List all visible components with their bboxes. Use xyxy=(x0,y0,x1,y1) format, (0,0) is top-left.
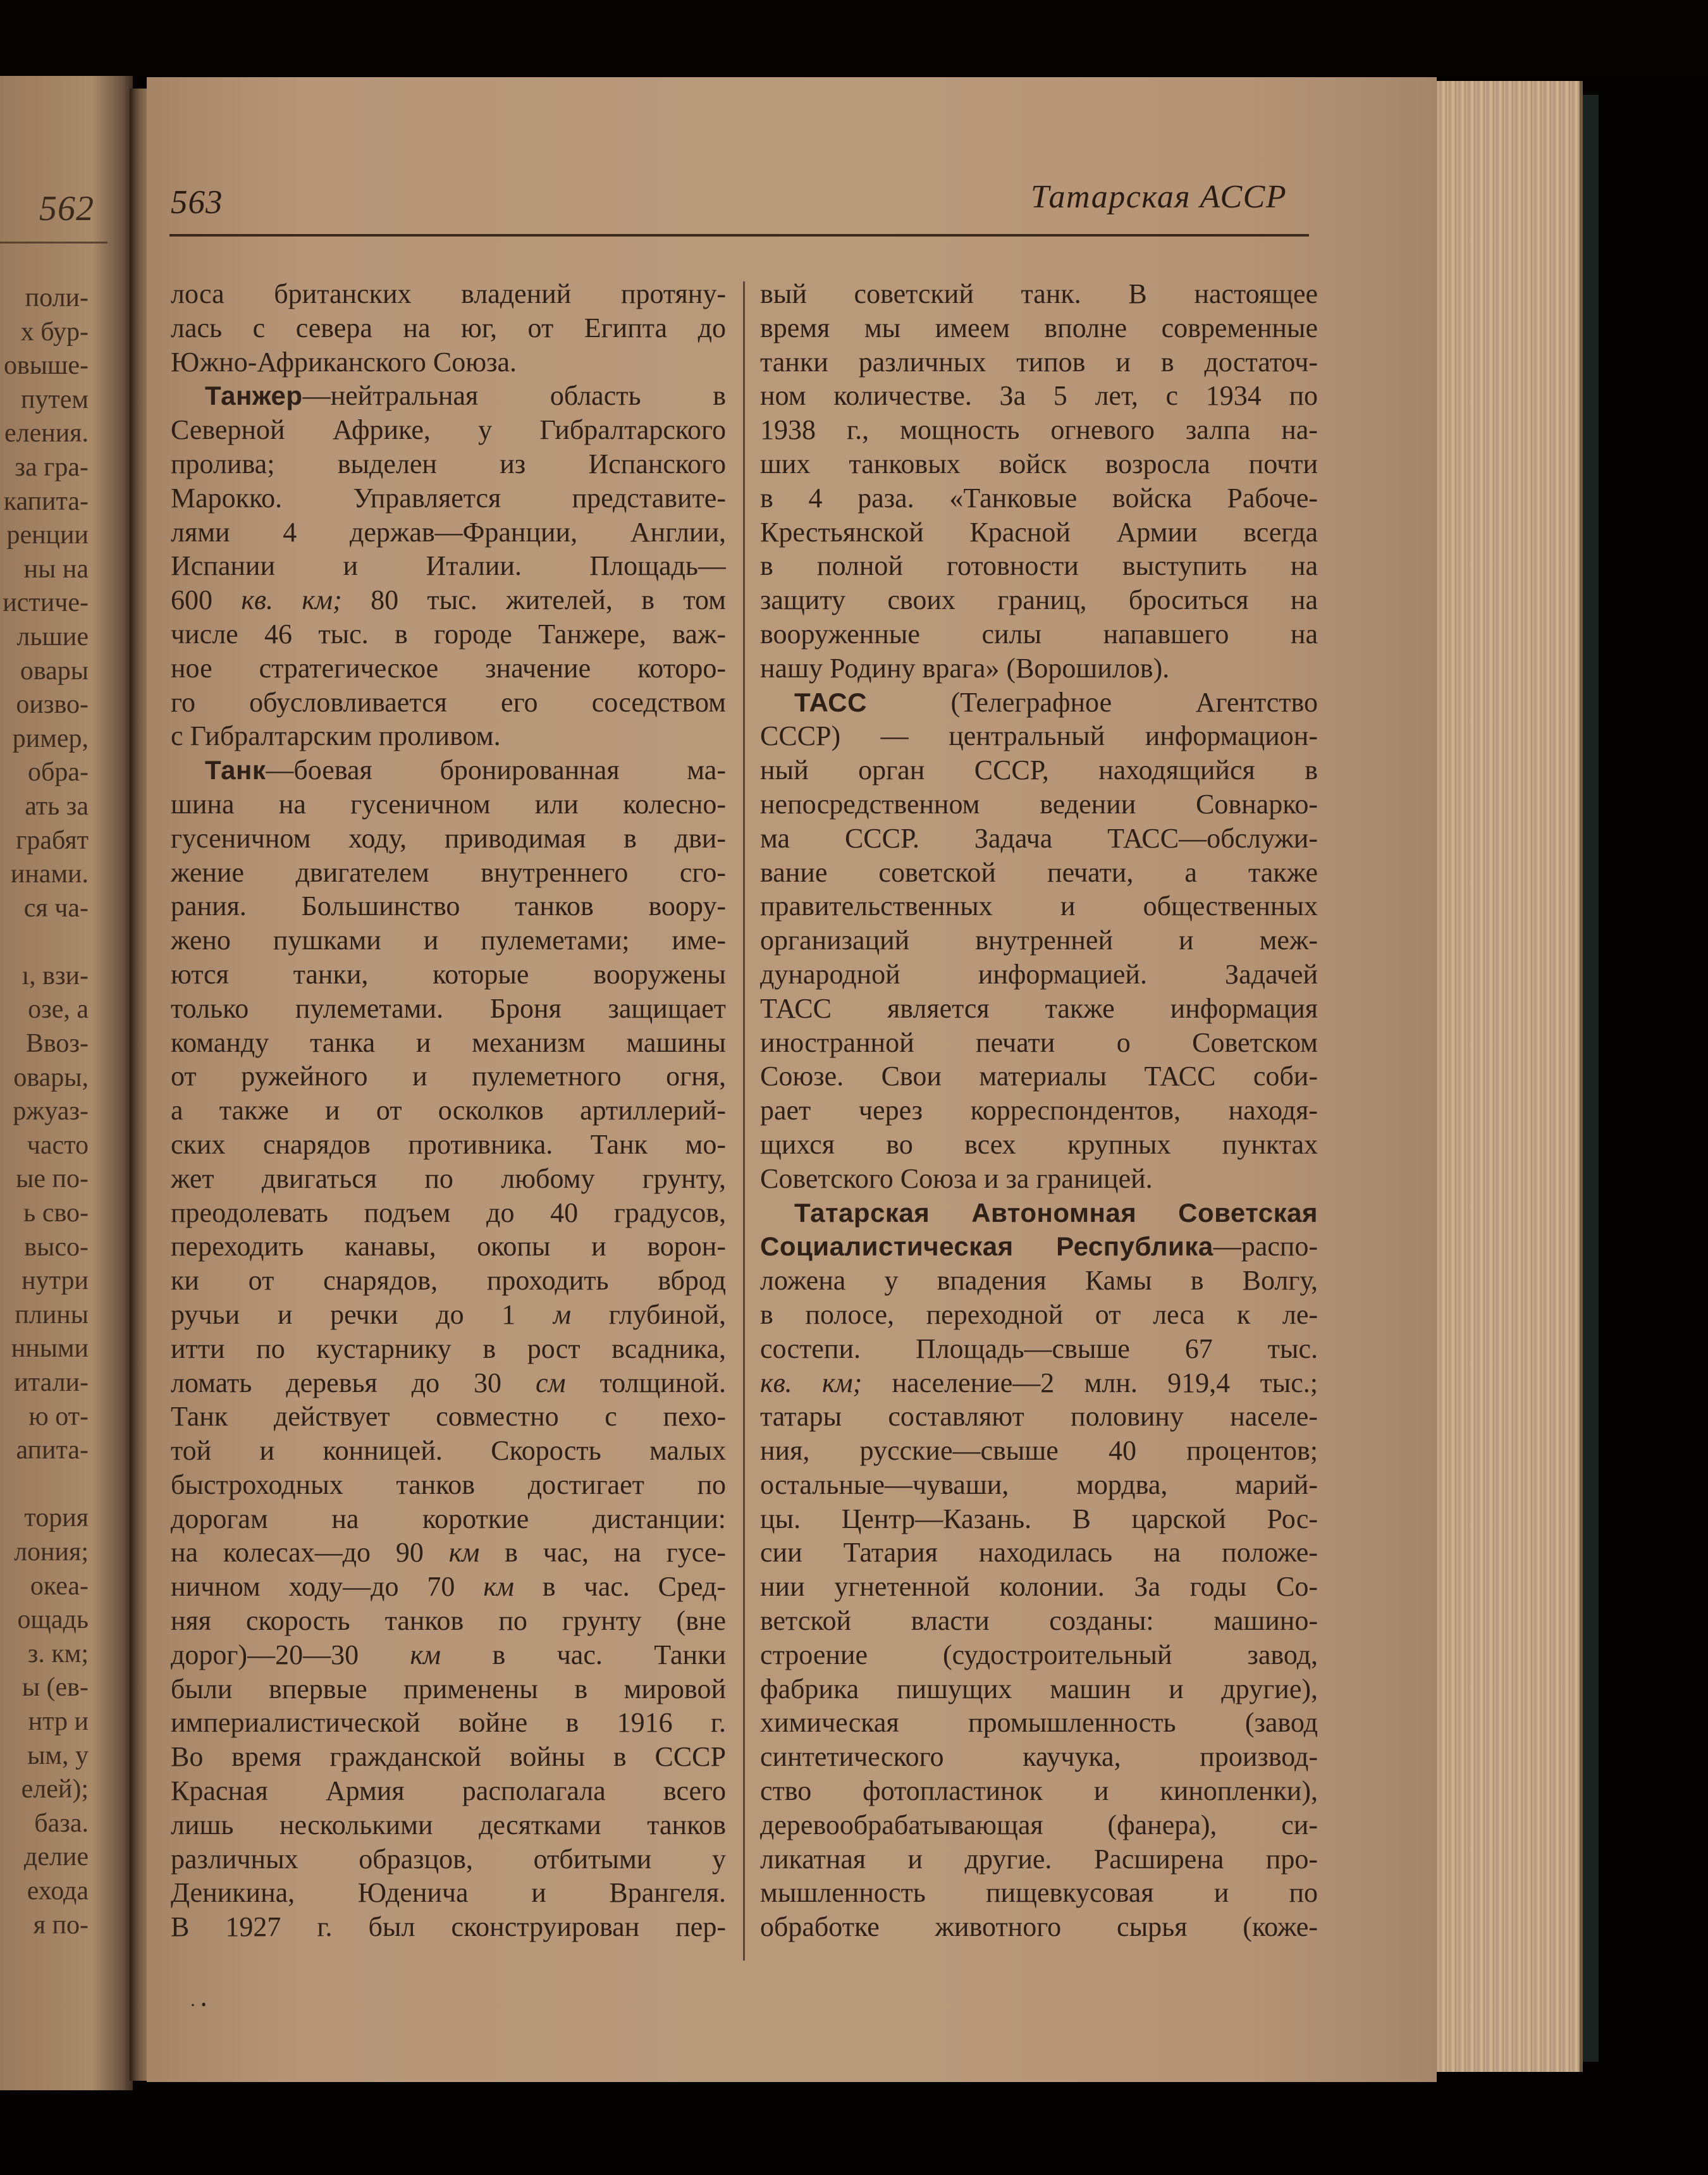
left-page-number: 562 xyxy=(39,189,94,228)
left-page-fragment: ренции xyxy=(6,521,89,550)
text-line: ломать деревья до 30 см толщиной. xyxy=(171,1367,726,1398)
entry-heading: Танжер xyxy=(205,381,303,411)
left-page-fragment: плины xyxy=(15,1300,89,1329)
text-line: в полной готовности выступить на xyxy=(760,550,1318,582)
text-line: с Гибралтарским проливом. xyxy=(171,720,501,752)
text-line: быстроходных танков достигает по xyxy=(171,1469,726,1500)
text-line: 1938 г., мощность огневого залпа на- xyxy=(760,414,1318,446)
text-line: лоса британских владений протяну- xyxy=(171,278,726,309)
text-line: цы. Центр—Казань. В царской Рос- xyxy=(760,1503,1318,1534)
text-line: кв. км; население—2 млн. 919,4 тыс.; xyxy=(760,1367,1318,1398)
text-line: рает через корреспондентов, находя- xyxy=(760,1095,1318,1126)
left-page-fragment: высо- xyxy=(24,1232,89,1262)
left-page-fragment: ь сво- xyxy=(23,1198,89,1228)
left-page-fragment: елей); xyxy=(21,1775,89,1804)
text-line: организаций внутренней и меж- xyxy=(760,925,1318,956)
text-line: той и конницей. Скорость малых xyxy=(171,1435,726,1467)
text-line: защиту своих границ, броситься на xyxy=(760,584,1318,616)
left-page-fragment: тория xyxy=(24,1503,89,1533)
text-line: на колесах—до 90 км в час, на гусе- xyxy=(171,1537,726,1568)
left-page-fragment: х бур- xyxy=(20,317,89,347)
left-page-fragment: ример, xyxy=(12,724,89,753)
text-line: ном количестве. За 5 лет, с 1934 по xyxy=(760,380,1318,412)
text-line: иностранной печати о Советском xyxy=(760,1026,1318,1058)
left-page-fragment: озе, а xyxy=(28,995,89,1025)
left-page-fragment: инами. xyxy=(10,860,89,889)
left-page-fragment: льшие xyxy=(16,622,89,651)
text-line: ших танковых войск возросла почти xyxy=(760,448,1318,479)
text-line: жено пушками и пулеметами; име- xyxy=(171,925,726,956)
text-line: ются танки, которые вооружены xyxy=(171,958,726,990)
left-page-fragment: ржуаз- xyxy=(13,1097,89,1126)
text-line: различных образцов, отбитыми у xyxy=(171,1843,726,1875)
text-line: время мы имеем вполне современные xyxy=(760,312,1318,343)
text-line: Во время гражданской войны в СССР xyxy=(171,1741,726,1773)
text-line: пролива; выделен из Испанского xyxy=(171,448,726,479)
left-page-fragment: за гра- xyxy=(15,452,89,482)
entry-tanzher: Танжер—нейтральная область в xyxy=(205,380,726,412)
text-line: остальные—чуваши, мордва, марий- xyxy=(760,1469,1318,1500)
text-line: дорог)—20—30 км в час. Танки xyxy=(171,1639,726,1670)
left-page-fragment: ехода xyxy=(27,1876,89,1906)
text-line: ручьи и речки до 1 м глубиной, xyxy=(171,1298,726,1330)
left-page-fragment xyxy=(0,1468,89,1502)
text-line: вооруженные силы напавшего на xyxy=(760,618,1318,650)
text-line: Северной Африке, у Гибралтарского xyxy=(171,414,726,446)
left-page-fragment: океа- xyxy=(30,1571,89,1601)
text-line: Марокко. Управляется представите- xyxy=(171,482,726,514)
text-line: Крестьянской Красной Армии всегда xyxy=(760,516,1318,548)
text-line: числе 46 тыс. в городе Танжере, важ- xyxy=(171,618,726,650)
entry-heading: Татарская Автономная Советская xyxy=(794,1197,1318,1228)
left-page-fragment: апита- xyxy=(16,1436,89,1465)
text-line: вый советский танк. В настоящее xyxy=(760,278,1318,309)
text-line: ное стратегическое значение которо- xyxy=(171,652,726,684)
text-line: от ружейного и пулеметного огня, xyxy=(171,1061,726,1092)
text-line: состепи. Площадь—свыше 67 тыс. xyxy=(760,1333,1318,1364)
text-line: мышленность пищевкусовая и по xyxy=(760,1877,1318,1909)
text-line: ма СССР. Задача ТАСС—обслужи- xyxy=(760,822,1318,854)
text-line: ство фотопластинок и кинопленки), xyxy=(760,1775,1318,1807)
text-line: вание советской печати, а также xyxy=(760,856,1318,888)
text-line: строение (судостроительный завод, xyxy=(760,1639,1318,1670)
text-line: в полосе, переходной от леса к ле- xyxy=(760,1298,1318,1330)
left-page-edge xyxy=(0,76,133,2090)
left-page-fragment: грабят xyxy=(16,825,89,855)
text-line: СССР) — центральный информацион- xyxy=(760,720,1318,752)
entry-heading: Социалистическая Республика xyxy=(760,1231,1213,1262)
text-line: гусеничном ходу, приводимая в дви- xyxy=(171,822,726,854)
text-line: щихся во всех крупных пунктах xyxy=(760,1128,1318,1160)
text-line: Южно-Африканского Союза. xyxy=(171,346,517,378)
text-column-right xyxy=(760,277,1318,1944)
left-page-fragment: оизво- xyxy=(16,690,89,720)
text-line: жение двигателем внутреннего сго- xyxy=(171,856,726,888)
background-top xyxy=(0,0,1708,76)
text-line: ный орган СССР, находящийся в xyxy=(760,755,1318,786)
left-page-fragment: база. xyxy=(34,1808,89,1838)
text-line: Деникина, Юденича и Врангеля. xyxy=(171,1877,726,1909)
text-line: лями 4 держав—Франции, Англии, xyxy=(171,516,726,548)
column-divider xyxy=(743,281,745,1961)
left-page-fragment: ю от- xyxy=(28,1402,89,1431)
left-page-fragment: ı, взи- xyxy=(22,961,89,990)
text-line: ских снарядов противника. Танк мо- xyxy=(171,1128,726,1160)
text-line: обработке животного сырья (коже- xyxy=(760,1911,1318,1943)
text-line: Испании и Италии. Площадь— xyxy=(171,550,726,582)
text-line: лась с севера на юг, от Египта до xyxy=(171,312,726,343)
left-header-rule xyxy=(0,242,108,243)
text-line: только пулеметами. Броня защищает xyxy=(171,992,726,1024)
text-line: нашу Родину врага» (Ворошилов). xyxy=(760,652,1170,684)
left-page-fragment: ым, у xyxy=(27,1741,89,1770)
text-line: фабрика пишущих машин и другие), xyxy=(760,1673,1318,1704)
text-line: нии угнетенной колонии. За годы Со- xyxy=(760,1571,1318,1603)
text-line: команду танка и механизм машины xyxy=(171,1026,726,1058)
header-rule xyxy=(169,234,1309,237)
left-page-fragment: ые по- xyxy=(16,1164,89,1194)
text-line: химическая промышленность (завод xyxy=(760,1707,1318,1739)
text-line: ликатная и другие. Расширена про- xyxy=(760,1843,1318,1875)
entry-heading: Танк xyxy=(205,755,266,786)
left-page-fragment: нутри xyxy=(22,1266,89,1296)
left-page-fragment: поли- xyxy=(25,283,89,312)
text-line: 600 кв. км; 80 тыс. жителей, в том xyxy=(171,584,726,616)
left-page-fragment: овары xyxy=(20,656,89,686)
running-head-title: Татарская АССР xyxy=(1031,179,1287,215)
left-page-fragment: путем xyxy=(20,385,89,414)
text-line: правительственных и общественных xyxy=(760,890,1318,922)
text-line: ния, русские—свыше 40 процентов; xyxy=(760,1435,1318,1467)
text-line: переходить канавы, окопы и ворон- xyxy=(171,1231,726,1262)
text-line: Советского Союза и за границей. xyxy=(760,1162,1153,1194)
left-page-fragment: нтр и xyxy=(28,1706,89,1736)
text-line: были впервые применены в мировой xyxy=(171,1673,726,1704)
stray-print-mark: · ꞏ xyxy=(190,1995,207,2016)
text-line: итти по кустарнику в рост всадника, xyxy=(171,1333,726,1364)
text-line: дународной информацией. Задачей xyxy=(760,958,1318,990)
left-page-fragment: ать за xyxy=(25,791,89,821)
left-page-fragment: ы (ев- xyxy=(22,1673,89,1703)
left-page-fragment: итали- xyxy=(14,1368,89,1397)
text-line: Танк действует совместно с пехо- xyxy=(171,1401,726,1433)
left-page-text-fragments xyxy=(0,281,89,1942)
left-page-fragment: ны на xyxy=(23,554,89,584)
entry-tatar-assr xyxy=(760,1196,1318,1230)
text-line: империалистической войне в 1916 г. xyxy=(171,1707,726,1739)
left-page-fragment: часто xyxy=(27,1130,89,1160)
text-line: деревообрабатывающая (фанера), си- xyxy=(760,1809,1318,1840)
text-line: лишь несколькими десятками танков xyxy=(171,1809,726,1840)
left-page-fragment: капита- xyxy=(3,486,89,516)
left-page-fragment: Ввоз- xyxy=(25,1029,89,1059)
text-line: го обусловливается его соседством xyxy=(171,686,726,718)
text-line: дорогам на короткие дистанции: xyxy=(171,1503,726,1534)
page-number: 563 xyxy=(171,184,223,221)
text-line: Социалистическая Республика—распо- xyxy=(760,1231,1318,1262)
left-page-fragment: еления. xyxy=(4,419,89,448)
text-line: преодолевать подъем до 40 градусов, xyxy=(171,1197,726,1228)
text-line: ложена у впадения Камы в Волгу, xyxy=(760,1265,1318,1297)
left-page-fragment: ощадь xyxy=(17,1605,89,1635)
left-page-fragment: нными xyxy=(11,1334,89,1364)
text-line: синтетического каучука, производ- xyxy=(760,1741,1318,1773)
text-line: а также и от осколков артиллерий- xyxy=(171,1095,726,1126)
left-page-fragment: овыше- xyxy=(3,351,89,381)
left-page-fragment: обра- xyxy=(28,758,89,787)
text-line: жет двигаться по любому грунту, xyxy=(171,1162,726,1194)
left-page-fragment: з. км; xyxy=(27,1639,89,1668)
text-line: непосредственном ведении Совнарко- xyxy=(760,788,1318,820)
text-line: шина на гусеничном или колесно- xyxy=(171,788,726,820)
text-line: ки от снарядов, проходить вброд xyxy=(171,1265,726,1297)
entry-heading: ТАСС xyxy=(794,687,867,717)
text-line: няя скорость танков по грунту (вне xyxy=(171,1605,726,1637)
text-column-left xyxy=(171,277,726,1944)
left-page-fragment: ся ча- xyxy=(23,893,89,923)
text-line: в 4 раза. «Танковые войска Рабоче- xyxy=(760,482,1318,514)
left-page-fragment: овары, xyxy=(13,1063,89,1092)
text-line: татары составляют половину населе- xyxy=(760,1401,1318,1433)
left-page-fragment: я по- xyxy=(33,1910,89,1940)
left-page-fragment xyxy=(0,925,89,959)
left-page-fragment: истиче- xyxy=(3,588,89,618)
entry-tank: Танк—боевая бронированная ма- xyxy=(205,755,726,786)
text-line: ТАСС является также информация xyxy=(760,992,1318,1024)
text-line: ничном ходу—до 70 км в час. Сред- xyxy=(171,1571,726,1603)
text-line: сии Татария находилась на положе- xyxy=(760,1537,1318,1568)
left-page-fragment: делие xyxy=(23,1842,89,1872)
text-line: ветской власти созданы: машино- xyxy=(760,1605,1318,1637)
entry-tass: ТАСС (Телеграфное Агентство xyxy=(794,686,1318,718)
text-line: рания. Большинство танков воору- xyxy=(171,890,726,922)
left-page-fragment: лония; xyxy=(14,1537,89,1567)
text-line: Союзе. Свои материалы ТАСС соби- xyxy=(760,1061,1318,1092)
text-line: В 1927 г. был сконструирован пер- xyxy=(171,1911,726,1943)
text-line: Красная Армия располагала всего xyxy=(171,1775,726,1807)
text-line: танки различных типов и в достаточ- xyxy=(760,346,1318,378)
